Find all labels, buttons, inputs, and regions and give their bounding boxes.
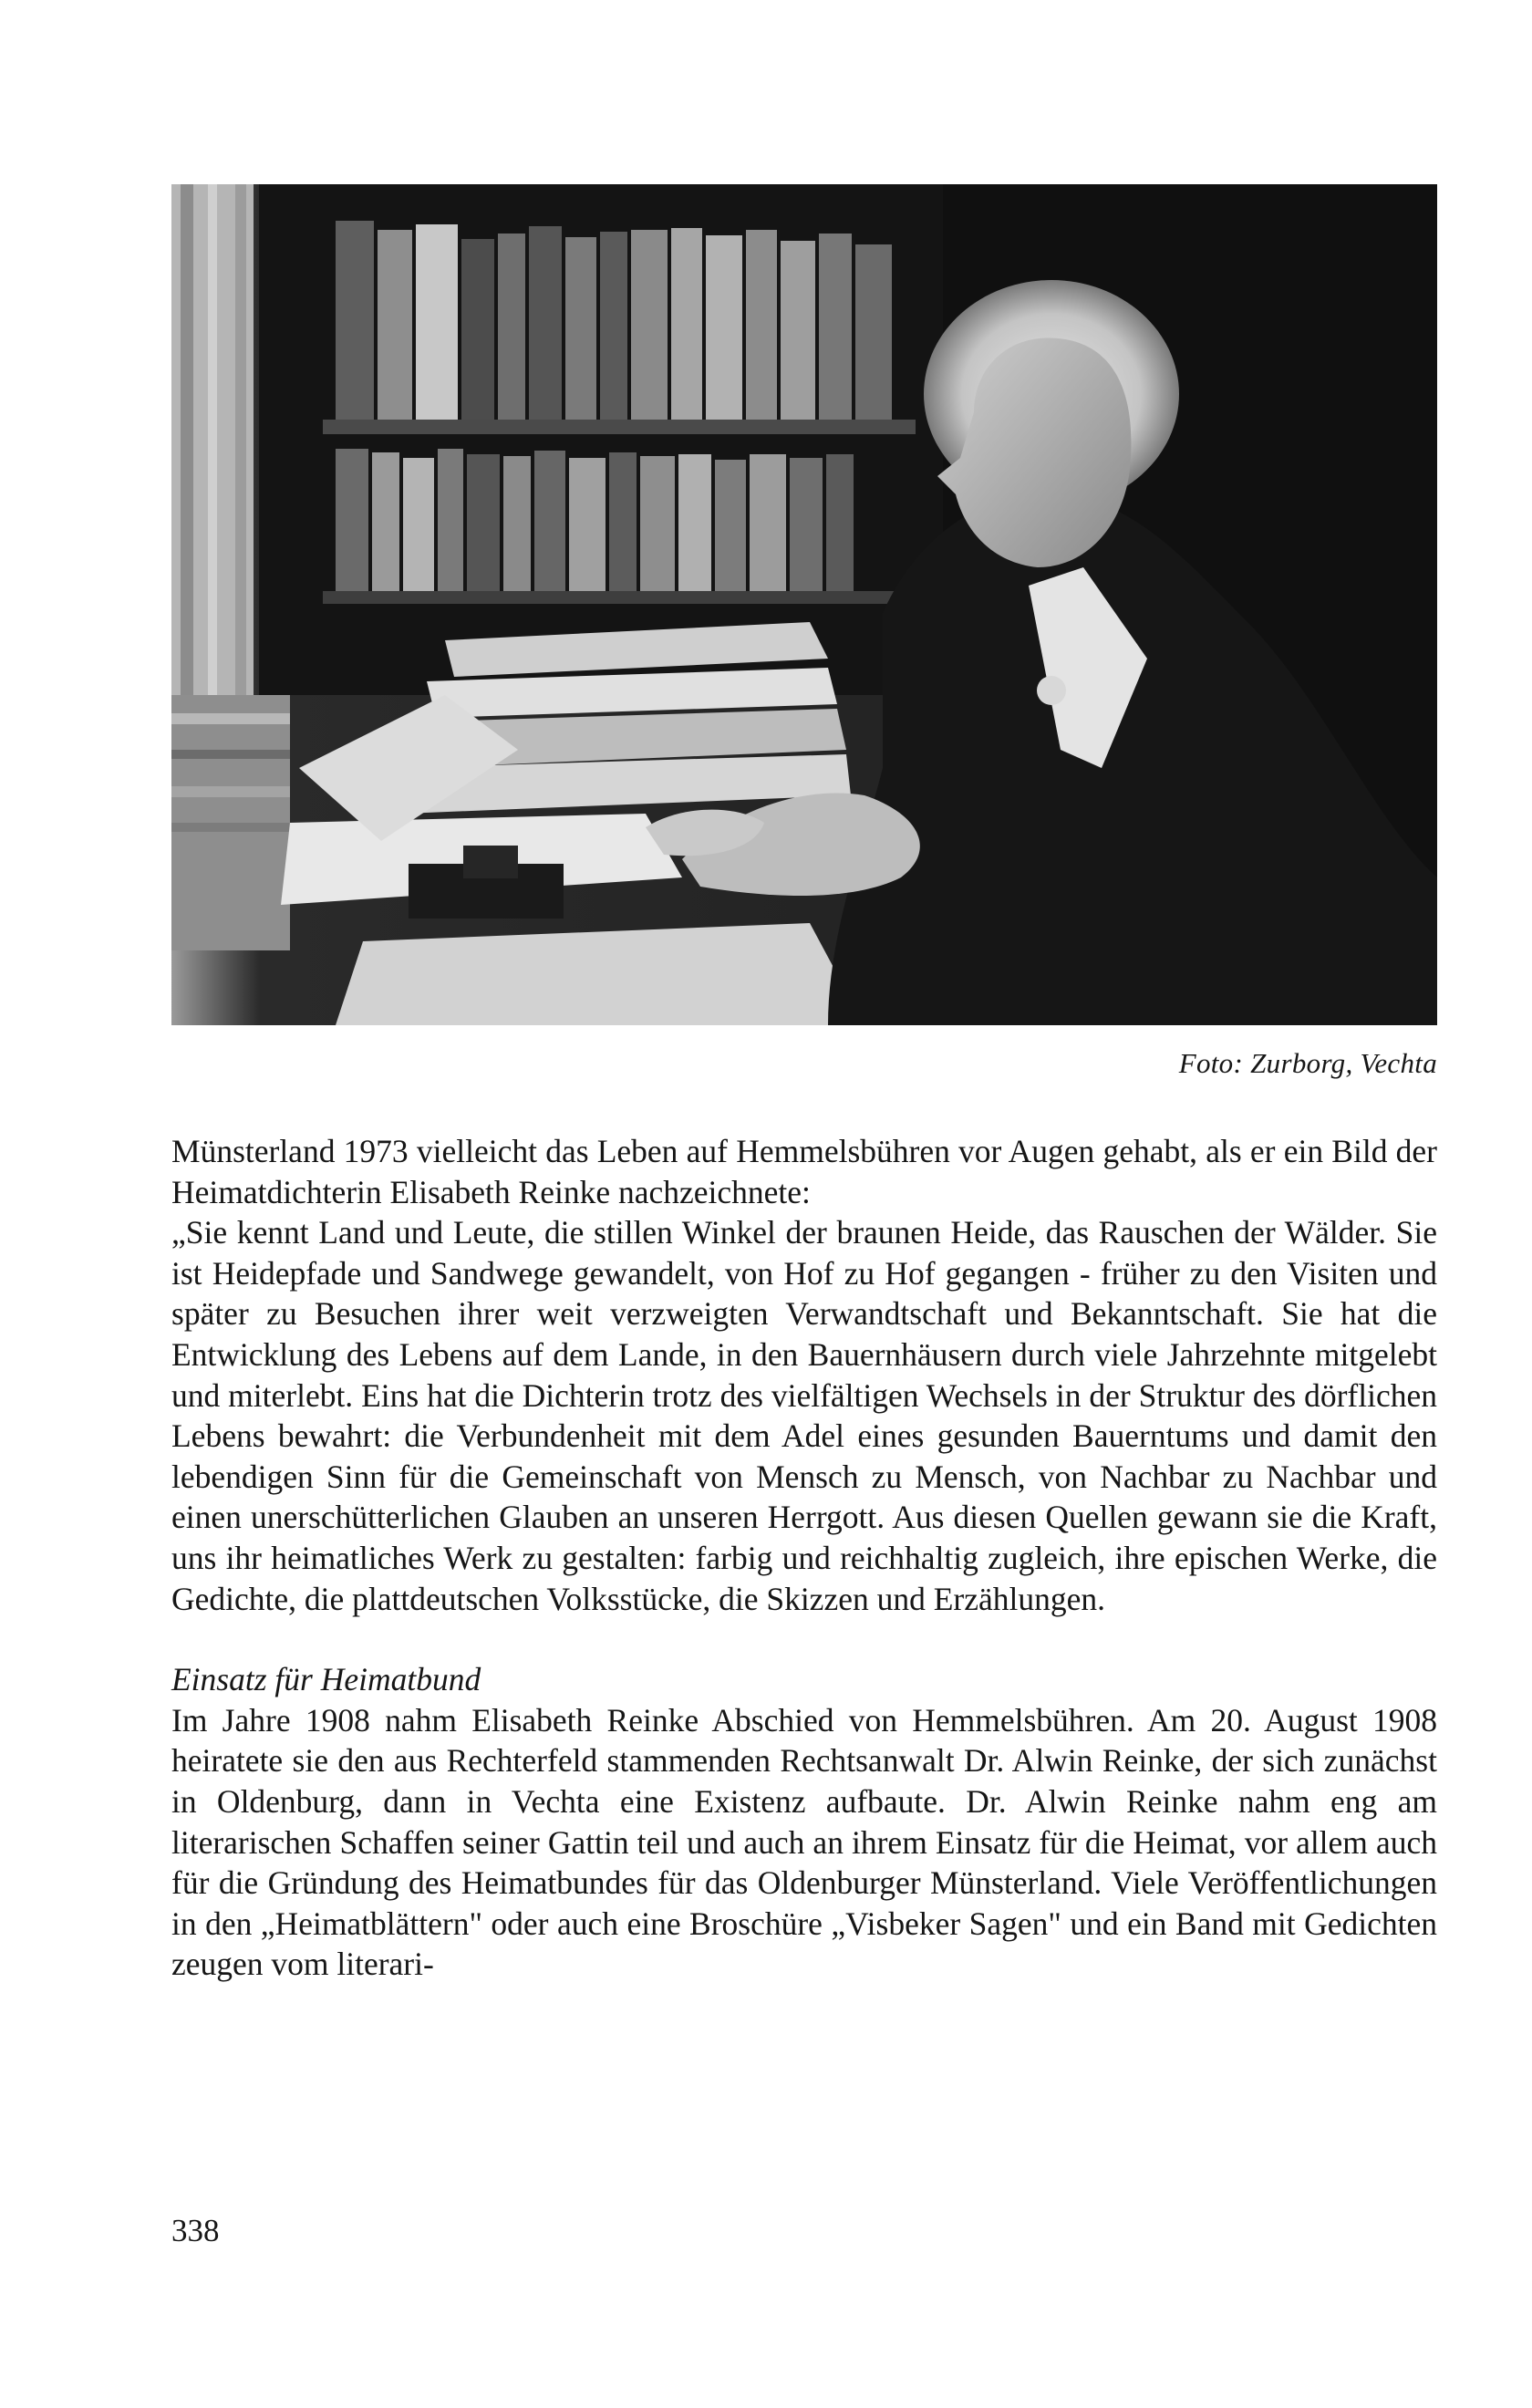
page-number: 338	[171, 2213, 220, 2248]
photo-caption: Foto: Zurborg, Vechta	[1178, 1047, 1437, 1079]
paragraph-heimatbund: Im Jahre 1908 nahm Elisabeth Reinke Abschied von Hemmelsbühren. Am 20. August 1908 heiratete sie den aus Rechterfeld stammenden Rechtsanwalt Dr. Alwin Reinke, der sich zunächst in Oldenburg, dann in Vechta eine Existenz aufbaute. Dr. Alwin Reinke nahm eng am literarischen Schaffen seiner Gattin teil und auch an ihrem Einsatz für die Heimat, vor allem auch für die Gründung des Heimatbundes für das Oldenburger Münsterland. Viele Veröffentlichungen in den „Heimatblättern" oder auch eine Broschüre „Visbeker Sagen" und ein Band mit Gedichten zeugen vom literari-	[171, 1701, 1437, 1983]
paragraph-quote: „Sie kennt Land und Leute, die stillen Winkel der braunen Heide, das Rauschen der Wälder. Sie ist Heidepfade und Sandwege gewandelt, von Hof zu Hof gegangen - früher zu den Visiten und später zu Besuchen ihrer weit verzweigten Verwandtschaft und Bekanntschaft. Sie hat die Entwicklung des Lebens auf dem Lande, in den Bauernhäusern durch viele Jahrzehnte mitgelebt und miterlebt. Eins hat die Dichterin trotz des vielfältigen Wechsels in der Struktur des dörflichen Lebens bewahrt: die Verbundenheit mit dem Adel eines gesunden Bauerntums und damit den lebendigen Sinn für die Gemeinschaft von Mensch zu Mensch, von Nachbar zu Nachbar und einen unerschütterlichen Glauben an unseren Herrgott. Aus diesen Quellen gewann sie die Kraft, uns ihr heimatliches Werk zu gestalten: farbig und reichhaltig zugleich, ihre epischen Werke, die Gedichte, die plattdeutschen Volksstücke, die Skizzen und Erzählungen.	[171, 1214, 1437, 1617]
body-text	[171, 1131, 1437, 1985]
section-heading: Einsatz für Heimatbund	[171, 1661, 481, 1698]
books-middle-shelf	[336, 449, 854, 591]
books-top-shelf	[336, 221, 892, 420]
photograph-elderly-woman-at-desk	[171, 184, 1437, 1025]
photo-illustration	[171, 184, 1437, 1025]
paragraph-intro: Münsterland 1973 vielleicht das Leben auf Hemmelsbühren vor Augen gehabt, als er ein Bild der Heimatdichterin Elisabeth Reinke nachzeichnete:	[171, 1133, 1437, 1210]
